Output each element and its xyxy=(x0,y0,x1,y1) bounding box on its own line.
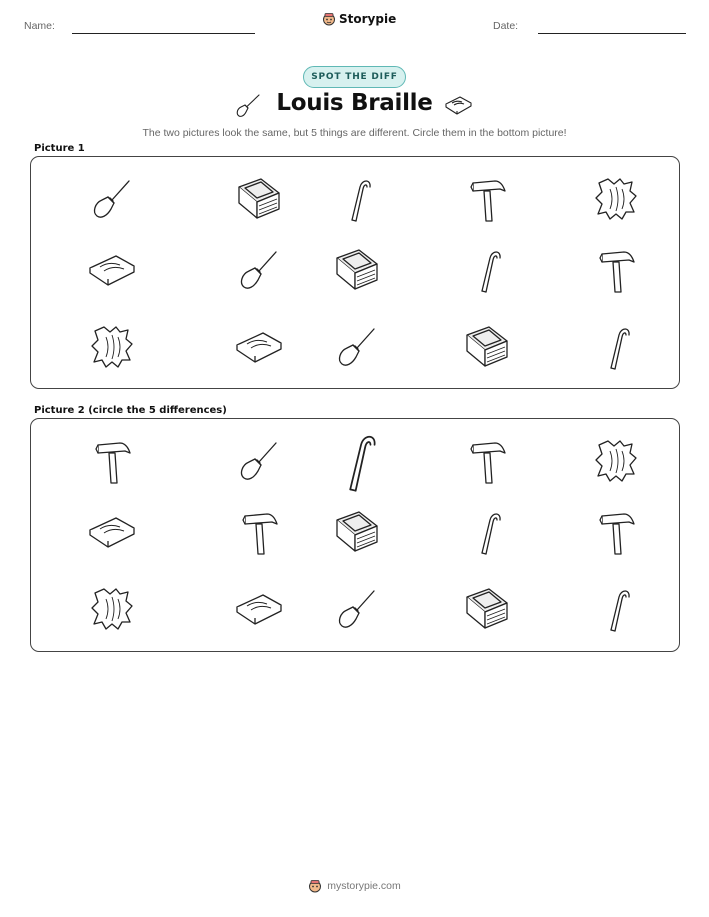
footer-site[interactable]: mystorypie.com xyxy=(327,880,401,892)
book-icon[interactable] xyxy=(337,512,377,551)
date-label: Date: xyxy=(493,20,519,32)
hide-icon[interactable] xyxy=(596,441,636,481)
name-label: Name: xyxy=(24,20,55,32)
slate-icon xyxy=(442,92,474,120)
picture2-panel[interactable] xyxy=(30,418,680,652)
cane-icon xyxy=(482,252,500,292)
page-title: Louis Braille xyxy=(276,90,433,116)
hammer-icon[interactable] xyxy=(471,443,505,483)
cane-icon[interactable] xyxy=(482,514,500,554)
picture1-label: Picture 1 xyxy=(34,143,85,154)
hide-icon[interactable] xyxy=(92,589,132,629)
slate-icon xyxy=(90,256,134,285)
book-icon xyxy=(239,179,279,218)
cane-icon xyxy=(611,329,629,369)
awl-icon xyxy=(242,252,276,288)
book-icon xyxy=(337,250,377,289)
hammer-icon[interactable] xyxy=(600,514,634,554)
cane-icon[interactable] xyxy=(350,437,374,491)
storypie-mascot-icon xyxy=(308,879,322,893)
hammer-icon[interactable] xyxy=(243,514,277,554)
picture2-label: Picture 2 (circle the 5 differences) xyxy=(34,405,227,416)
cane-icon[interactable] xyxy=(611,591,629,631)
cane-icon xyxy=(352,181,370,221)
instructions: The two pictures look the same, but 5 things are different. Circle them in the bottom picture! xyxy=(142,127,567,139)
picture1-panel xyxy=(30,156,680,389)
slate-icon[interactable] xyxy=(90,518,134,547)
hide-icon xyxy=(92,327,132,367)
footer xyxy=(0,879,709,893)
brand-name: Storypie xyxy=(339,12,397,26)
hide-icon xyxy=(596,179,636,219)
slate-icon xyxy=(237,333,281,362)
book-icon[interactable] xyxy=(467,589,507,628)
picture2-board[interactable] xyxy=(31,419,681,653)
name-line[interactable] xyxy=(72,33,255,34)
date-line[interactable] xyxy=(538,33,686,34)
brand-logo xyxy=(322,12,396,26)
hammer-icon[interactable] xyxy=(96,443,130,483)
slate-icon[interactable] xyxy=(237,595,281,624)
storypie-mascot-icon xyxy=(322,12,336,26)
book-icon xyxy=(467,327,507,366)
hammer-icon xyxy=(600,252,634,292)
awl-icon[interactable] xyxy=(340,591,374,627)
picture1-board xyxy=(31,157,681,390)
hammer-icon xyxy=(471,181,505,221)
awl-icon xyxy=(340,329,374,365)
awl-icon xyxy=(95,181,129,217)
awl-icon[interactable] xyxy=(242,443,276,479)
spot-the-diff-tag: SPOT THE DIFF xyxy=(303,66,406,88)
